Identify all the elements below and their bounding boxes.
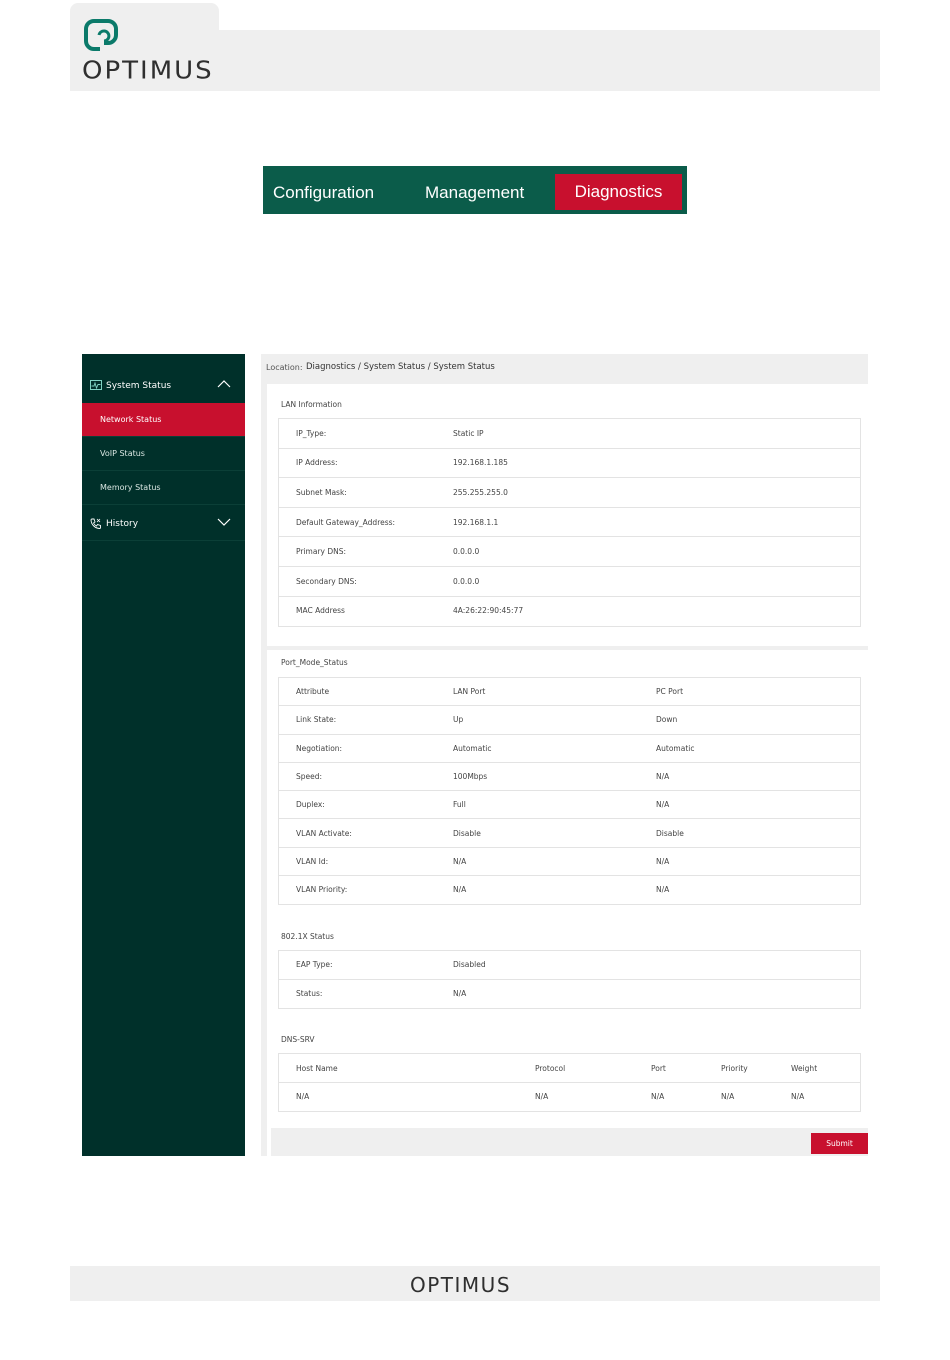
sidebar-item-memory-status[interactable]	[82, 471, 245, 505]
pulse-chart-icon	[90, 380, 102, 390]
breadcrumb-label: Location:	[266, 363, 303, 372]
dot1x-table	[278, 950, 861, 1009]
phone-history-icon	[90, 518, 102, 529]
table-cell: N/A	[296, 1092, 310, 1101]
table-row	[279, 508, 860, 538]
brand-logo	[80, 14, 240, 84]
table-cell: IP_Type:	[296, 428, 327, 438]
table-cell: N/A	[656, 885, 670, 895]
table-row	[279, 735, 860, 763]
table-cell: Secondary DNS:	[296, 576, 357, 586]
table-cell: N/A	[656, 772, 670, 782]
dnssrv-table	[278, 1053, 861, 1112]
table-cell: N/A	[656, 800, 670, 810]
table-cell: MAC Address	[296, 606, 345, 616]
breadcrumb	[261, 354, 868, 384]
table-cell: Status:	[296, 988, 323, 998]
table-cell: N/A	[535, 1092, 549, 1101]
table-cell: VLAN Priority:	[296, 885, 348, 895]
table-cell: VLAN Activate:	[296, 828, 352, 838]
table-cell: Down	[656, 715, 678, 725]
tab-configuration[interactable]: Configuration	[273, 183, 375, 202]
tab-management[interactable]: Management	[425, 183, 525, 202]
sidebar-group-label: History	[106, 519, 139, 529]
table-cell: Speed:	[296, 772, 323, 782]
table-row	[279, 597, 860, 627]
table-cell: Disable	[656, 828, 684, 838]
table-row	[279, 419, 860, 449]
section-divider	[267, 646, 868, 650]
content-gutter	[261, 384, 267, 1156]
table-cell: Automatic	[453, 743, 492, 753]
table-row	[279, 791, 860, 819]
table-cell: Up	[453, 715, 464, 725]
table-cell: Attribute	[296, 687, 330, 697]
table-cell: 4A:26:22:90:45:77	[453, 606, 524, 616]
table-cell: PC Port	[656, 687, 684, 697]
table-row	[279, 951, 860, 980]
sidebar-group-system-status[interactable]	[82, 368, 245, 403]
table-row	[279, 980, 860, 1009]
table-cell: Host Name	[296, 1063, 338, 1073]
table-cell: N/A	[453, 856, 467, 866]
table-cell: IP Address:	[296, 458, 338, 468]
table-cell: Primary DNS:	[296, 547, 347, 557]
table-cell: Subnet Mask:	[296, 487, 347, 497]
table-cell: Port	[651, 1063, 666, 1073]
sidebar	[82, 354, 245, 1156]
sidebar-item-label: VoIP Status	[100, 449, 145, 458]
table-row	[279, 678, 860, 706]
table-cell: 0.0.0.0	[453, 547, 480, 557]
table-cell: Disable	[453, 828, 481, 838]
top-nav	[263, 166, 687, 214]
submit-button[interactable]: Submit	[811, 1133, 868, 1154]
table-row	[279, 763, 860, 791]
table-cell: N/A	[791, 1092, 805, 1101]
chevron-up-icon[interactable]	[217, 380, 231, 388]
table-row	[279, 1083, 860, 1111]
table-cell: 0.0.0.0	[453, 576, 480, 586]
table-cell: Automatic	[656, 743, 695, 753]
sidebar-item-label: Network Status	[100, 415, 162, 424]
logo-mark-icon	[82, 15, 122, 55]
table-cell: Weight	[791, 1063, 818, 1073]
table-cell: N/A	[453, 988, 467, 998]
table-cell: N/A	[453, 885, 467, 895]
breadcrumb-path: Diagnostics / System Status / System Status	[306, 362, 495, 372]
table-cell: Static IP	[453, 428, 484, 438]
table-cell: Link State:	[296, 715, 337, 725]
page-footer	[70, 1266, 880, 1301]
table-row	[279, 848, 860, 876]
table-cell: N/A	[651, 1092, 665, 1101]
sidebar-item-network-status[interactable]	[82, 403, 245, 437]
sidebar-group-history[interactable]	[82, 506, 245, 541]
table-row	[279, 706, 860, 734]
table-cell: 192.168.1.1	[453, 517, 499, 527]
table-cell: Protocol	[535, 1063, 566, 1073]
table-cell: Disabled	[453, 960, 486, 970]
table-cell: N/A	[721, 1092, 735, 1101]
tab-diagnostics[interactable]: Diagnostics	[555, 174, 682, 210]
table-cell: Duplex:	[296, 800, 325, 810]
table-row	[279, 449, 860, 479]
section-title-dot1x: 802.1X Status	[281, 932, 334, 941]
table-row	[279, 1054, 860, 1083]
table-row	[279, 876, 860, 904]
table-cell: VLAN Id:	[296, 856, 329, 866]
section-title-dnssrv: DNS-SRV	[281, 1035, 315, 1044]
table-cell: 100Mbps	[453, 772, 488, 782]
sidebar-group-label: System Status	[106, 381, 172, 391]
table-row	[279, 478, 860, 508]
action-bar	[271, 1128, 868, 1156]
table-cell: Negotiation:	[296, 743, 343, 753]
logo-text: OPTIMUS	[82, 56, 214, 86]
section-title-lan: LAN Information	[281, 400, 342, 409]
footer-logo: OPTIMUS	[410, 1273, 512, 1297]
table-cell: Priority	[721, 1063, 748, 1073]
table-row	[279, 567, 860, 597]
table-cell: Default Gateway_Address:	[296, 517, 396, 527]
chevron-down-icon[interactable]	[217, 518, 231, 526]
table-cell: N/A	[656, 856, 670, 866]
sidebar-item-label: Memory Status	[100, 483, 161, 492]
table-cell: Full	[453, 800, 466, 810]
table-cell: 192.168.1.185	[453, 458, 508, 468]
section-title-port: Port_Mode_Status	[281, 658, 348, 667]
table-row	[279, 537, 860, 567]
sidebar-item-voip-status[interactable]	[82, 437, 245, 471]
table-cell: 255.255.255.0	[453, 487, 508, 497]
table-cell: EAP Type:	[296, 960, 333, 970]
port-status-table	[278, 677, 861, 905]
table-row	[279, 819, 860, 847]
lan-info-table	[278, 418, 861, 627]
table-cell: LAN Port	[453, 687, 486, 697]
